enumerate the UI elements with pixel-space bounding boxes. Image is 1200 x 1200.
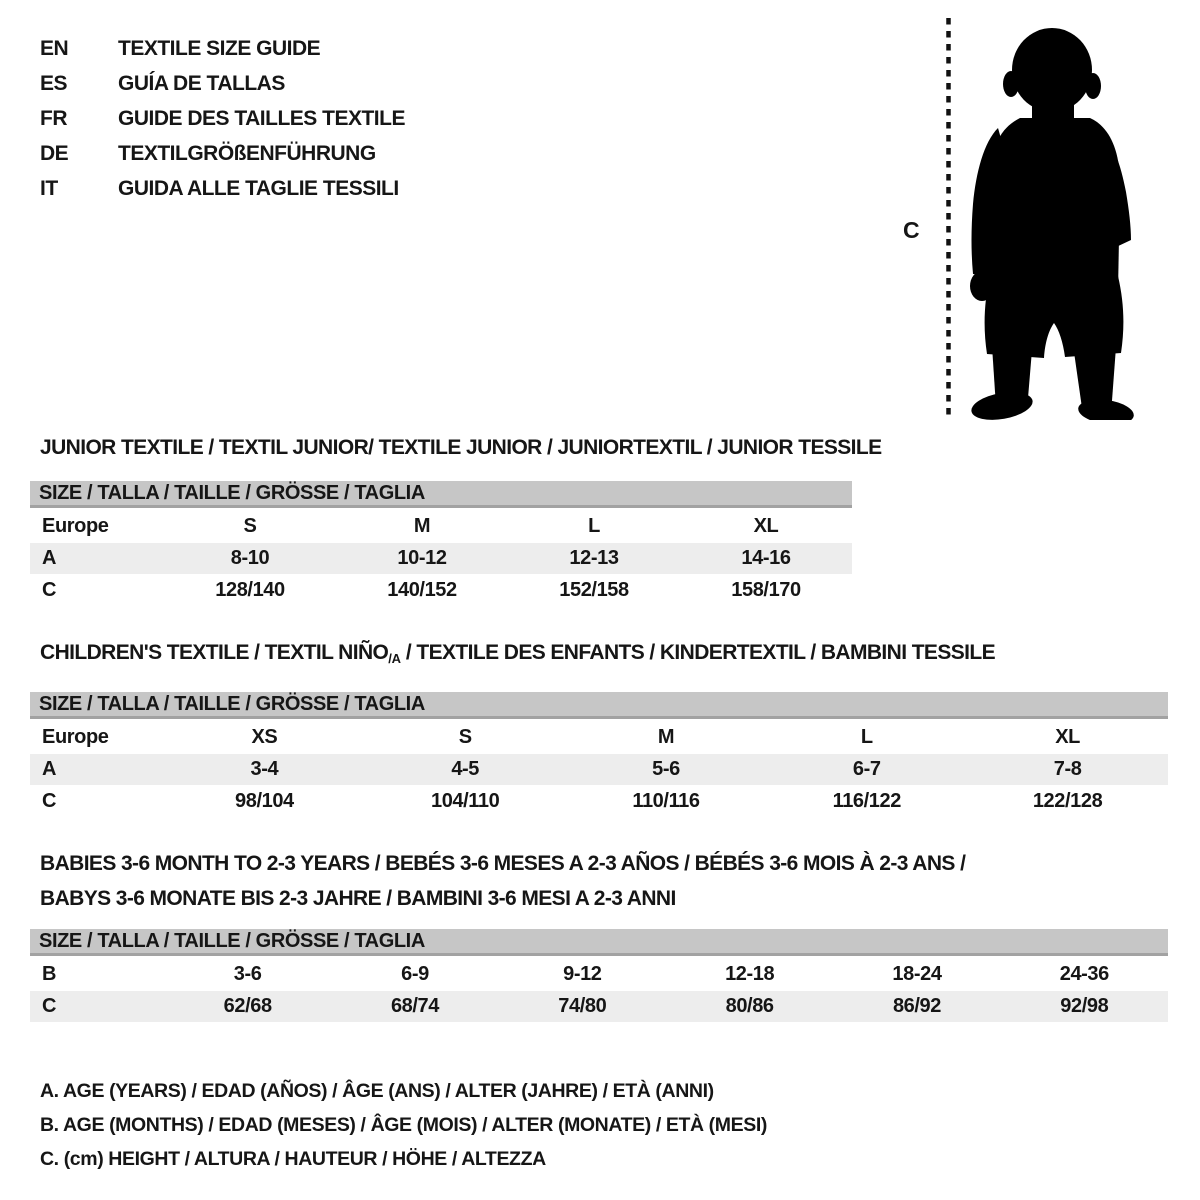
height-cell: 158/170 bbox=[731, 579, 801, 601]
height-cell: 86/92 bbox=[892, 995, 941, 1017]
row-label: Europe bbox=[42, 515, 109, 537]
age-cell: 14-16 bbox=[741, 547, 791, 569]
size-header-bar: SIZE / TALLA / TAILLE / GRÖSSE / TAGLIA bbox=[30, 929, 1168, 956]
months-cell: 3-6 bbox=[233, 963, 262, 985]
size-cell: XS bbox=[251, 726, 278, 748]
language-title: GUIDE DES TAILLES TEXTILE bbox=[118, 107, 405, 130]
age-cell: 3-4 bbox=[250, 758, 279, 780]
height-cell: 122/128 bbox=[1032, 790, 1103, 812]
children-size-table bbox=[30, 692, 1168, 818]
babies-section-title-line2: BABYS 3-6 MONATE BIS 2-3 JAHRE / BAMBINI 3-6 MESI A 2-3 ANNI bbox=[40, 887, 676, 910]
height-cell: 116/122 bbox=[832, 790, 901, 812]
legend-line-b: B. AGE (MONTHS) / EDAD (MESES) / ÂGE (MOIS) / ALTER (MONATE) / ETÀ (MESI) bbox=[40, 1114, 767, 1136]
language-title: GUÍA DE TALLAS bbox=[118, 72, 285, 95]
language-code: EN bbox=[40, 37, 69, 60]
size-cell: S bbox=[243, 515, 257, 537]
months-cell: 12-18 bbox=[725, 963, 775, 985]
table-row-months bbox=[30, 959, 1168, 990]
babies-size-table bbox=[30, 929, 1168, 1023]
months-cell: 6-9 bbox=[401, 963, 429, 985]
age-cell: 5-6 bbox=[652, 758, 680, 780]
table-row-age bbox=[30, 543, 852, 574]
age-cell: 7-8 bbox=[1053, 758, 1082, 780]
language-title: GUIDA ALLE TAGLIE TESSILI bbox=[118, 177, 399, 200]
row-label: A bbox=[42, 758, 57, 780]
age-cell: 8-10 bbox=[230, 547, 270, 569]
language-row-it bbox=[40, 171, 405, 206]
language-title-list bbox=[40, 31, 405, 206]
row-label: Europe bbox=[42, 726, 109, 748]
language-row-fr bbox=[40, 101, 405, 136]
height-cell: 152/158 bbox=[559, 579, 629, 601]
size-cell: S bbox=[458, 726, 472, 748]
legend-line-a: A. AGE (YEARS) / EDAD (AÑOS) / ÂGE (ANS) / ALTER (JAHRE) / ETÀ (ANNI) bbox=[40, 1080, 714, 1102]
height-cell: 80/86 bbox=[725, 995, 774, 1017]
children-title-text: CHILDREN'S TEXTILE / TEXTIL NIÑO bbox=[40, 641, 389, 664]
size-cell: M bbox=[657, 726, 675, 748]
junior-size-table bbox=[30, 481, 852, 607]
height-measure-label: C bbox=[903, 217, 920, 243]
language-code: FR bbox=[40, 107, 67, 130]
row-label: C bbox=[42, 995, 57, 1017]
children-section-title bbox=[40, 641, 995, 666]
table-row-europe bbox=[30, 511, 852, 542]
row-label: C bbox=[42, 790, 57, 812]
size-cell: M bbox=[413, 515, 431, 537]
age-cell: 6-7 bbox=[852, 758, 881, 780]
toddler-silhouette-icon bbox=[968, 24, 1140, 420]
row-label: A bbox=[42, 547, 57, 569]
children-title-subscript: /A bbox=[388, 651, 401, 666]
months-cell: 18-24 bbox=[892, 963, 942, 985]
language-code: ES bbox=[40, 72, 68, 95]
junior-section-title: JUNIOR TEXTILE / TEXTIL JUNIOR/ TEXTILE JUNIOR / JUNIORTEXTIL / JUNIOR TESSILE bbox=[40, 436, 882, 459]
size-cell: XL bbox=[1055, 726, 1080, 748]
height-cell: 140/152 bbox=[387, 579, 457, 601]
height-cell: 110/116 bbox=[632, 790, 700, 812]
table-row-height bbox=[30, 786, 1168, 817]
table-row-age bbox=[30, 754, 1168, 785]
table-row-height bbox=[30, 575, 852, 606]
height-cell: 104/110 bbox=[430, 790, 500, 812]
months-cell: 9-12 bbox=[563, 963, 602, 985]
language-row-de bbox=[40, 136, 405, 171]
size-cell: L bbox=[588, 515, 600, 537]
table-row-europe bbox=[30, 722, 1168, 753]
row-label: C bbox=[42, 579, 57, 601]
height-measure-line bbox=[944, 18, 953, 418]
age-cell: 4-5 bbox=[451, 758, 480, 780]
age-cell: 10-12 bbox=[397, 547, 447, 569]
height-cell: 68/74 bbox=[390, 995, 440, 1017]
size-header-bar: SIZE / TALLA / TAILLE / GRÖSSE / TAGLIA bbox=[30, 481, 852, 508]
size-header-bar: SIZE / TALLA / TAILLE / GRÖSSE / TAGLIA bbox=[30, 692, 1168, 719]
height-cell: 62/68 bbox=[223, 995, 272, 1017]
children-title-text: / TEXTILE DES ENFANTS / KINDERTEXTIL / BAMBINI TESSILE bbox=[400, 641, 996, 664]
language-code: DE bbox=[40, 142, 69, 165]
language-title: TEXTILGRÖßENFÜHRUNG bbox=[118, 142, 376, 165]
table-row-height bbox=[30, 991, 1168, 1022]
babies-section-title-line1: BABIES 3-6 MONTH TO 2-3 YEARS / BEBÉS 3-6 MESES A 2-3 AÑOS / BÉBÉS 3-6 MOIS À 2-3 ANS / bbox=[40, 852, 966, 875]
measurement-legend bbox=[40, 1074, 767, 1176]
language-row-en bbox=[40, 31, 405, 66]
age-cell: 12-13 bbox=[569, 547, 619, 569]
months-cell: 24-36 bbox=[1059, 963, 1109, 985]
height-cell: 98/104 bbox=[235, 790, 294, 812]
size-cell: XL bbox=[753, 515, 779, 537]
legend-line-c: C. (cm) HEIGHT / ALTURA / HAUTEUR / HÖHE / ALTEZZA bbox=[40, 1148, 546, 1170]
height-cell: 92/98 bbox=[1060, 995, 1109, 1017]
language-row-es bbox=[40, 66, 405, 101]
row-label: B bbox=[42, 963, 57, 985]
language-title: TEXTILE SIZE GUIDE bbox=[118, 37, 321, 60]
height-cell: 74/80 bbox=[558, 995, 607, 1017]
height-cell: 128/140 bbox=[215, 579, 285, 601]
language-code: IT bbox=[40, 177, 58, 200]
size-cell: L bbox=[860, 726, 873, 748]
